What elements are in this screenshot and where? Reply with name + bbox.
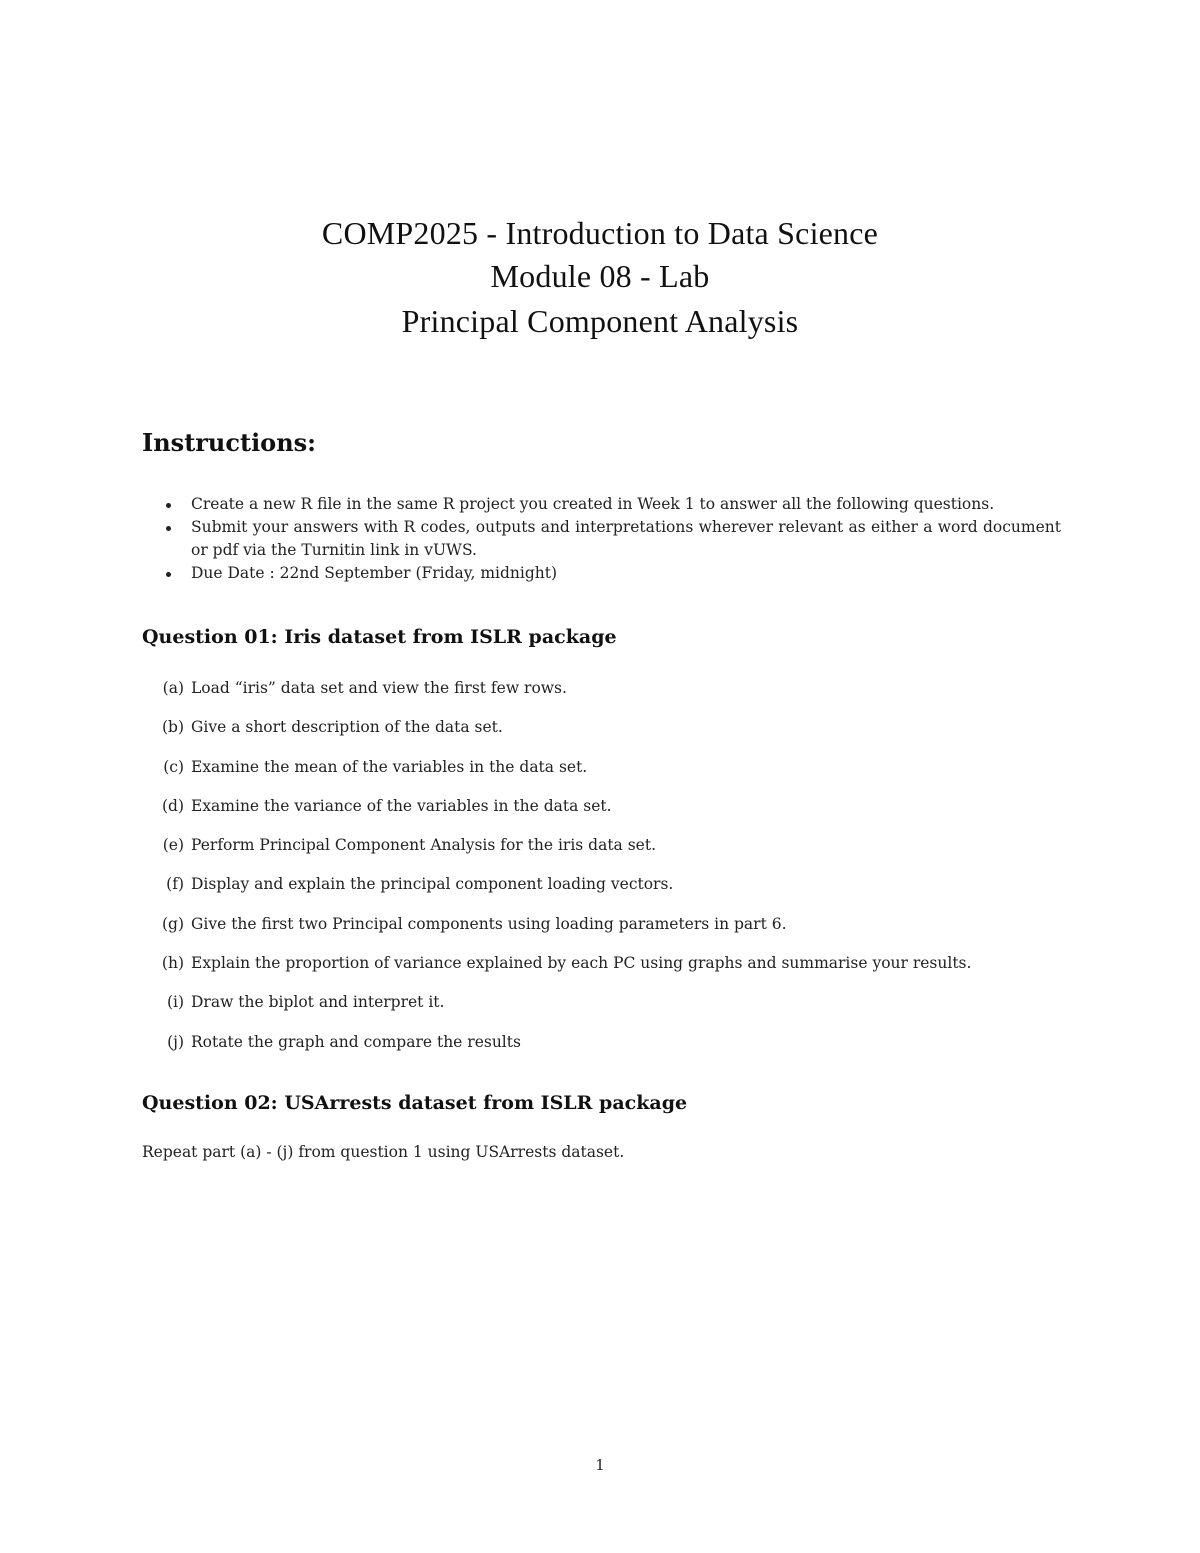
list-item [148,1030,1058,1069]
list-item-text: Create a new R file in the same R project you created in Week 1 to answer all the following questions. [191,495,995,513]
item-marker: (a) [162,679,184,697]
item-marker: (c) [163,757,184,776]
question-2-heading: Question 02: USArrests dataset from ISLR package [142,1092,688,1114]
list-item-text: Rotate the graph and compare the results [191,1032,521,1051]
item-marker: (i) [166,993,184,1012]
list-item-text: Explain the proportion of variance explained by each PC using graphs and summarise your results. [191,954,972,973]
bullet-icon [166,526,171,531]
question-1-list [148,676,1058,1069]
item-marker: (d) [161,796,184,815]
title-block [0,212,1200,343]
item-marker: (j) [167,1032,184,1051]
list-item-text: Examine the mean of the variables in the data set. [191,757,588,776]
list-item-text: Give the first two Principal components using loading parameters in part 6. [191,914,787,933]
list-item-text: Examine the variance of the variables in the data set. [191,796,612,815]
list-item-text: Draw the biplot and interpret it. [191,993,445,1012]
list-item [166,516,1061,562]
item-marker: (h) [161,954,184,973]
list-item-text: Load “iris” data set and view the first few rows. [191,679,567,697]
list-item [148,872,1058,911]
question-2-text: Repeat part (a) - (j) from question 1 using USArrests dataset. [142,1143,625,1161]
bullet-icon [166,572,171,577]
list-item-text: Display and explain the principal component loading vectors. [191,875,674,894]
list-item-text: Submit your answers with R codes, outputs and interpretations wherever relevant as either a word document or pdf via the Turnitin link in vUWS. [191,518,1061,559]
instructions-heading: Instructions: [142,428,317,457]
list-item [148,755,1058,794]
list-item [166,562,1061,585]
item-marker: (b) [161,718,184,737]
instructions-list [166,493,1061,585]
list-item [148,794,1058,833]
question-1-heading: Question 01: Iris dataset from ISLR package [142,626,617,648]
list-item [148,715,1058,754]
module-title: Module 08 - Lab [490,258,710,294]
item-marker: (f) [166,875,184,894]
bullet-icon [166,503,171,508]
list-item [166,493,1061,516]
list-item [148,951,1058,990]
list-item [148,990,1058,1029]
list-item-text: Perform Principal Component Analysis for the iris data set. [191,836,657,855]
lab-topic-title: Principal Component Analysis [401,303,799,339]
course-title: COMP2025 - Introduction to Data Science [321,215,879,251]
item-marker: (g) [161,914,184,933]
list-item-text: Give a short description of the data set. [191,718,503,737]
list-item [148,912,1058,951]
item-marker: (e) [162,836,184,855]
page-number: 1 [595,1456,605,1474]
list-item [148,833,1058,872]
list-item [148,676,1058,715]
list-item-text: Due Date : 22nd September (Friday, midnight) [191,564,558,582]
